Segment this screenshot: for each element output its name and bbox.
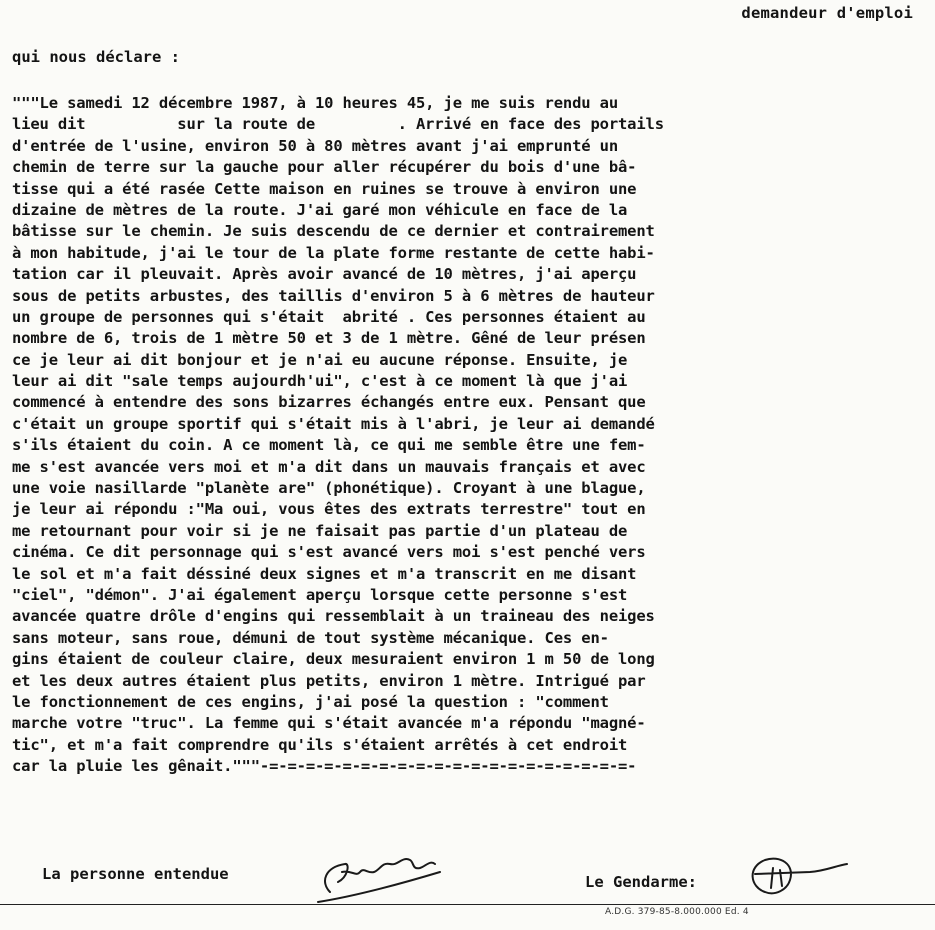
witness-signature <box>290 842 450 912</box>
witness-label: La personne entendue <box>42 865 229 883</box>
statement-line: une voie nasillarde "planète are" (phonétique). Croyant à une blague, <box>12 479 646 498</box>
statement-body <box>12 93 927 778</box>
statement-line: et les deux autres étaient plus petits, environ 1 mètre. Intrigué par <box>12 671 646 690</box>
statement-line: je leur ai répondu :"Ma oui, vous êtes des extrats terrestre" tout en <box>12 500 646 519</box>
statement-line: cinéma. Ce dit personnage qui s'est avancé vers moi s'est penché vers <box>12 543 646 562</box>
form-reference: A.D.G. 379-85-8.000.000 Ed. 4 <box>605 907 749 917</box>
statement-line: lieu dit sur la route de . Arrivé en face des portails <box>12 115 664 134</box>
statement-line: leur ai dit "sale temps aujourdh'ui", c'est à ce moment là que j'ai <box>12 372 628 391</box>
signature-footer <box>0 860 935 930</box>
intro-line: qui nous déclare : <box>12 48 180 66</box>
statement-line: car la pluie les gênait."""-=-=-=-=-=-=-=-=-=-=-=-=-=-=-=-=-=-=-=-=- <box>12 757 637 776</box>
statement-line: le fonctionnement de ces engins, j'ai posé la question : "comment <box>12 692 609 711</box>
footer-rule <box>0 904 935 905</box>
statement-line: le sol et m'a fait déssiné deux signes et m'a transcrit en me disant <box>12 564 637 583</box>
statement-line: nombre de 6, trois de 1 mètre 50 et 3 de 1 mètre. Gêné de leur présen <box>12 329 646 348</box>
statement-line: d'entrée de l'usine, environ 50 à 80 mètres avant j'ai emprunté un <box>12 136 618 155</box>
statement-line: s'ils étaient du coin. A ce moment là, ce qui me semble être une fem- <box>12 436 646 455</box>
header-continuation: demandeur d'emploi <box>741 4 913 22</box>
statement-line: chemin de terre sur la gauche pour aller récupérer du bois d'une bâ- <box>12 158 637 177</box>
statement-line: tation car il pleuvait. Après avoir avancé de 10 mètres, j'ai aperçu <box>12 265 637 284</box>
statement-line: sous de petits arbustes, des taillis d'environ 5 à 6 mètres de hauteur <box>12 286 655 305</box>
statement-line: marche votre "truc". La femme qui s'était avancée m'a répondu "magné- <box>12 714 646 733</box>
statement-line: me s'est avancée vers moi et m'a dit dans un mauvais français et avec <box>12 457 646 476</box>
statement-line: bâtisse sur le chemin. Je suis descendu de ce dernier et contrairement <box>12 222 655 241</box>
statement-line: me retournant pour voir si je ne faisait pas partie d'un plateau de <box>12 521 628 540</box>
statement-line: à mon habitude, j'ai le tour de la plate forme restante de cette habi- <box>12 243 655 262</box>
statement-line: tisse qui a été rasée Cette maison en ruines se trouve à environ une <box>12 179 637 198</box>
statement-line: avancée quatre drôle d'engins qui ressemblait à un traineau des neiges <box>12 607 655 626</box>
statement-line: ce je leur ai dit bonjour et je n'ai eu aucune réponse. Ensuite, je <box>12 350 628 369</box>
statement-line: dizaine de mètres de la route. J'ai garé mon véhicule en face de la <box>12 200 628 219</box>
statement-line: commencé à entendre des sons bizarres échangés entre eux. Pensant que <box>12 393 646 412</box>
statement-line: gins étaient de couleur claire, deux mesuraient environ 1 m 50 de long <box>12 650 655 669</box>
statement-line: un groupe de personnes qui s'était abrité . Ces personnes étaient au <box>12 307 646 326</box>
statement-line: """Le samedi 12 décembre 1987, à 10 heures 45, je me suis rendu au <box>12 94 618 112</box>
gendarme-label: Le Gendarme: <box>585 873 697 891</box>
statement-line: c'était un groupe sportif qui s'était mis à l'abri, je leur ai demandé <box>12 414 655 433</box>
statement-line: sans moteur, sans roue, démuni de tout système mécanique. Ces en- <box>12 628 609 647</box>
statement-line: "ciel", "démon". J'ai également aperçu lorsque cette personne s'est <box>12 585 628 604</box>
gendarme-signature <box>735 852 855 904</box>
statement-line: tic", et m'a fait comprendre qu'ils s'étaient arrêtés à cet endroit <box>12 735 628 754</box>
